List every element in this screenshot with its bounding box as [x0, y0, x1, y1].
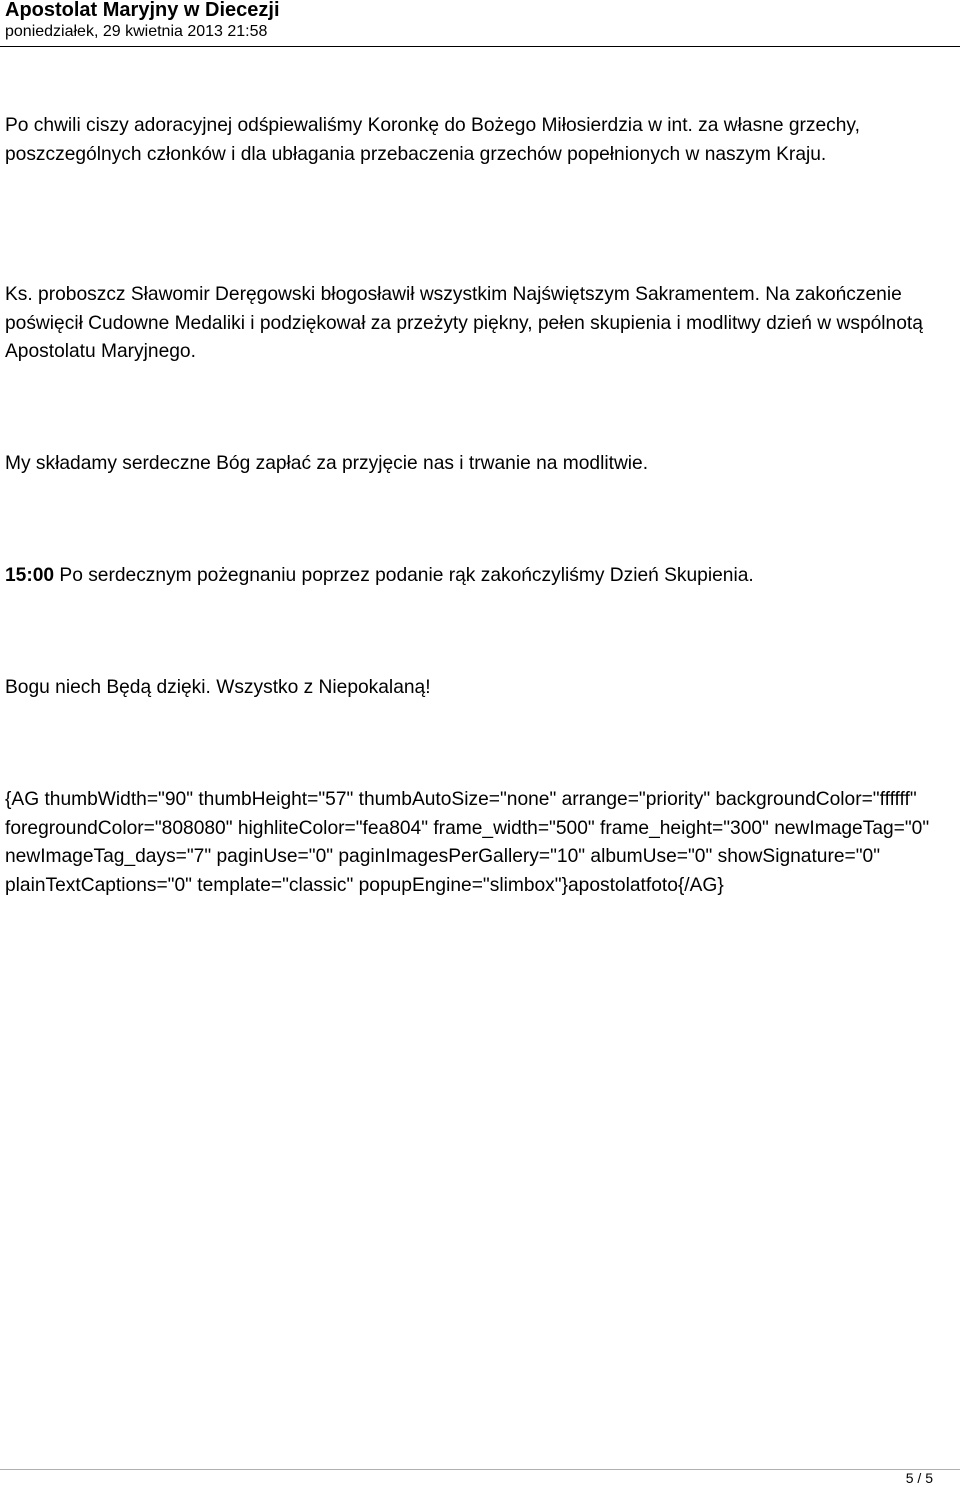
page-number: 5 / 5 — [905, 1470, 933, 1486]
paragraph-thanks: My składamy serdeczne Bóg zapłać za przyjęcie nas i trwanie na modlitwie. — [5, 453, 649, 474]
paragraph-blessing: Ks. proboszcz Sławomir Deręgowski błogosławił wszystkim Najświętszym Sakramentem. Na zakończenie poświęcił Cudowne Medaliki i podziękował za przeżyty piękny, pełen skupienia i modlitwy dzień w wspólnotą Apostolatu Maryjnego. — [5, 284, 923, 363]
post-date: poniedziałek, 29 kwietnia 2013 21:58 — [5, 23, 268, 40]
paragraph-gallery-tag: {AG thumbWidth="90" thumbHeight="57" thumbAutoSize="none" arrange="priority" backgroundColor="ffffff" foregroundColor="808080" highliteColor="fea804" frame_width="500" frame_height="300" newImageTag="0" newImageTag_days="7" paginUse="0" paginImagesPerGallery="10" albumUse="0" showSignature="0" plainTextCaptions="0" template="classic" popupEngine="slimbox"}apostolatfoto{/AG} — [5, 789, 930, 897]
farewell-text: Po serdecznym pożegnaniu poprzez podanie rąk zakończyliśmy Dzień Skupienia. — [54, 565, 754, 586]
paragraph-closing: Bogu niech Będą dzięki. Wszystko z Niepokalaną! — [5, 677, 431, 698]
footer-divider — [0, 1469, 960, 1470]
site-title: Apostolat Maryjny w Diecezji — [5, 0, 280, 21]
paragraph-farewell — [5, 562, 950, 591]
paragraph-chaplet: Po chwili ciszy adoracyjnej odśpiewaliśmy Koronkę do Bożego Miłosierdzia w int. za własne grzechy, poszczególnych członków i dla ubłagania przebaczenia grzechów popełnionych w naszym Kraju. — [5, 115, 860, 165]
header-divider — [0, 46, 960, 47]
farewell-time: 15:00 — [5, 565, 55, 586]
page-header — [0, 0, 960, 46]
